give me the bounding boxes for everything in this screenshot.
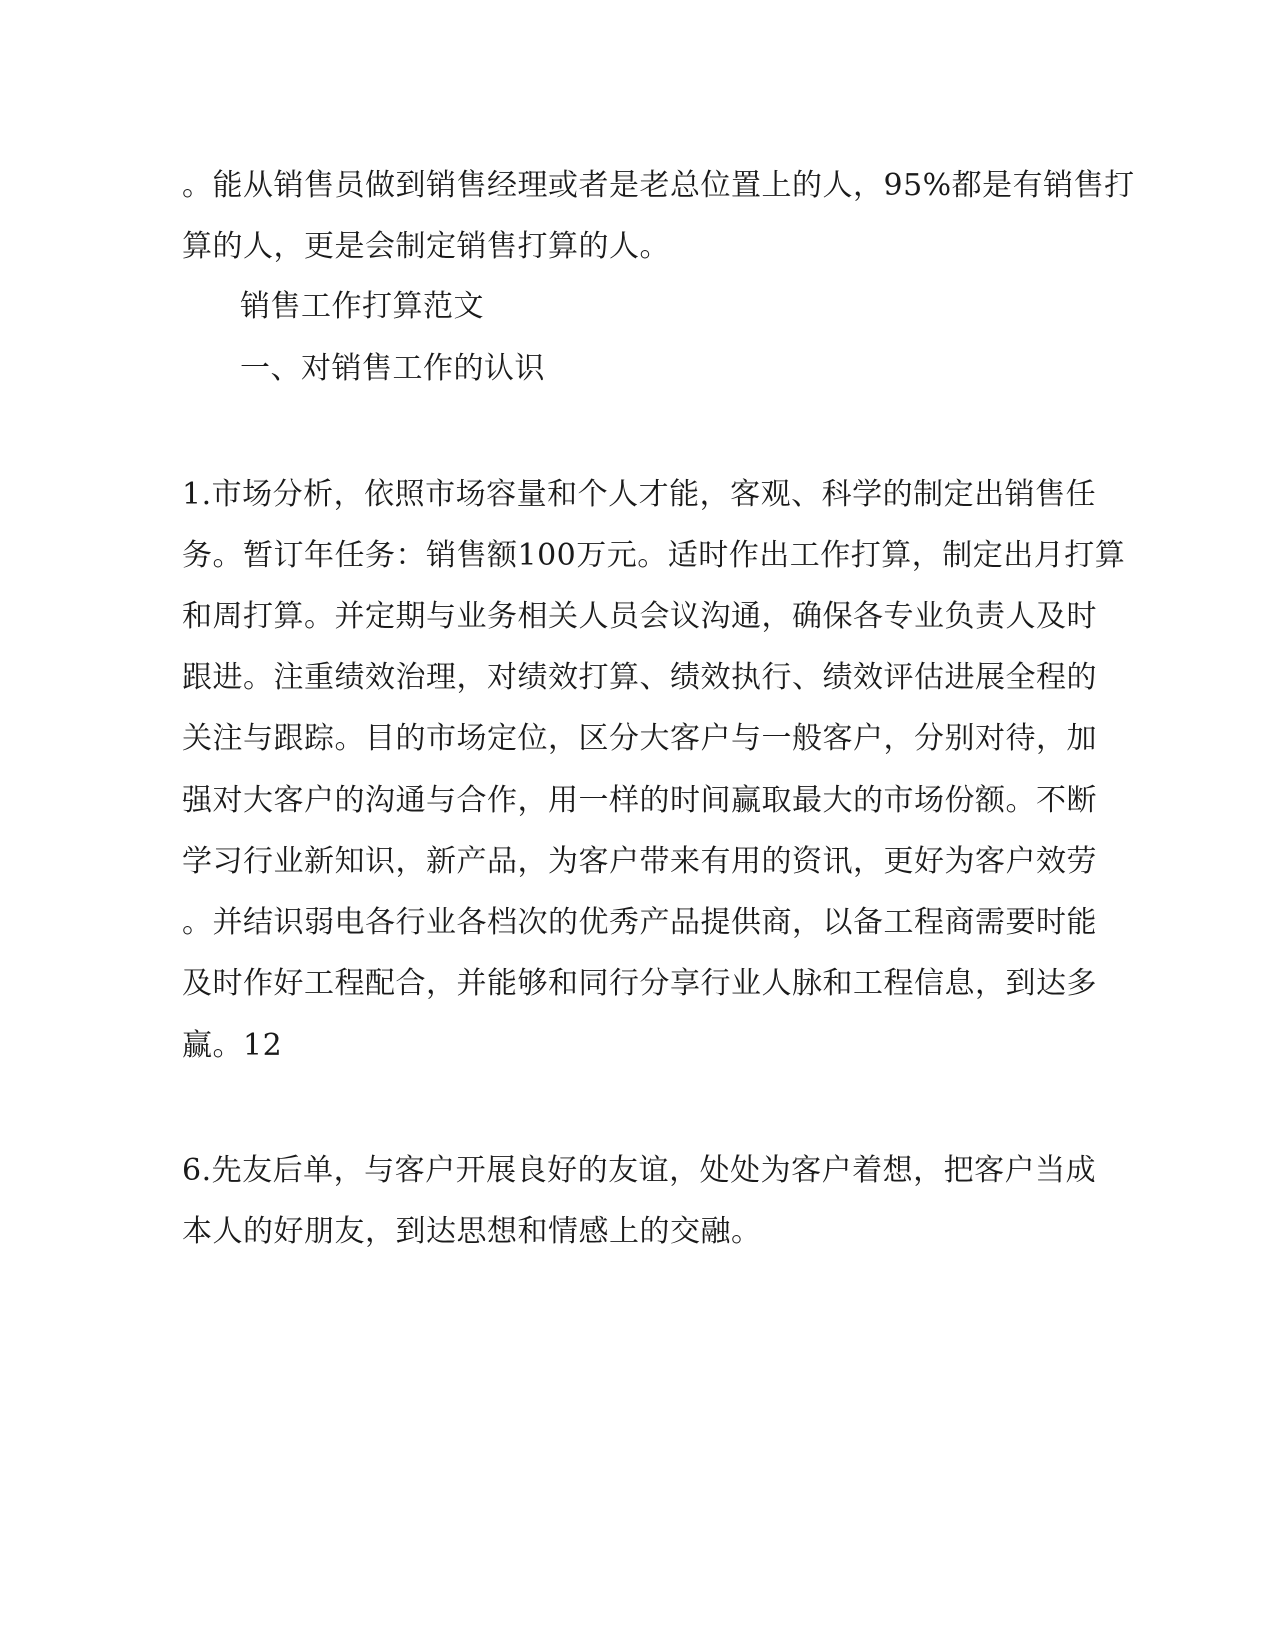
item1-line-1: 1.市场分析，依照市场容量和个人才能，客观、科学的制定出销售任 bbox=[182, 477, 1097, 512]
document-title: 销售工作打算范文 bbox=[240, 289, 484, 324]
item1-line-7: 学习行业新知识，新产品，为客户带来有用的资讯，更好为客户效劳 bbox=[182, 844, 1097, 879]
item1-line-5: 关注与跟踪。目的市场定位，区分大客户与一般客户，分别对待，加 bbox=[182, 721, 1097, 756]
item1-line-4: 跟进。注重绩效治理，对绩效打算、绩效执行、绩效评估进展全程的 bbox=[182, 660, 1097, 695]
intro-line-1: 。能从销售员做到销售经理或者是老总位置上的人，95%都是有销售打 bbox=[182, 168, 1135, 203]
item6-line-1: 6.先友后单，与客户开展良好的友谊，处处为客户着想，把客户当成 bbox=[182, 1153, 1097, 1188]
item1-line-3: 和周打算。并定期与业务相关人员会议沟通，确保各专业负责人及时 bbox=[182, 599, 1097, 634]
item1-line-8: 。并结识弱电各行业各档次的优秀产品提供商，以备工程商需要时能 bbox=[182, 905, 1097, 940]
item6-line-2: 本人的好朋友，到达思想和情感上的交融。 bbox=[182, 1214, 762, 1249]
item1-line-2: 务。暂订年任务：销售额100万元。适时作出工作打算，制定出月打算 bbox=[182, 538, 1126, 573]
item1-line-6: 强对大客户的沟通与合作，用一样的时间赢取最大的市场份额。不断 bbox=[182, 783, 1097, 818]
item1-line-9: 及时作好工程配合，并能够和同行分享行业人脉和工程信息，到达多 bbox=[182, 966, 1097, 1001]
item1-line-10: 赢。12 bbox=[182, 1028, 283, 1063]
intro-line-2: 算的人，更是会制定销售打算的人。 bbox=[182, 229, 670, 264]
section-heading: 一、对销售工作的认识 bbox=[240, 351, 545, 386]
